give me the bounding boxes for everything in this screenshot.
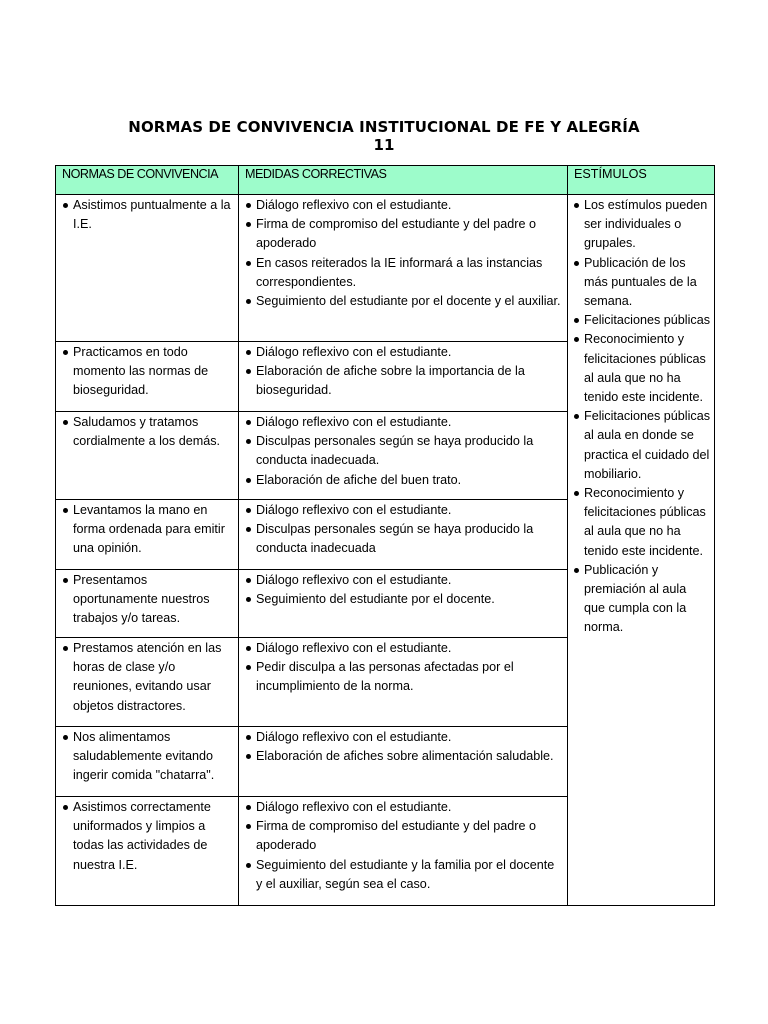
measures-cell [239, 570, 568, 638]
measures-cell [239, 638, 568, 727]
measure-item: Firma de compromiso del estudiante y del padre o apoderado [245, 817, 563, 855]
stimulus-item: Reconocimiento y felicitaciones públicas al aula que no ha tenido este incidente. [573, 330, 710, 407]
measure-item: Diálogo reflexivo con el estudiante. [245, 728, 563, 747]
norm-item: Presentamos oportunamente nuestros trabajos y/o tareas. [62, 571, 234, 629]
norm-cell [56, 797, 239, 906]
norm-cell [56, 195, 239, 342]
header-stimuli: ESTÍMULOS [568, 166, 715, 195]
document-title [0, 118, 768, 154]
measure-item: Diálogo reflexivo con el estudiante. [245, 798, 563, 817]
norm-item: Asistimos correctamente uniformados y limpios a todas las actividades de nuestra I.E. [62, 798, 234, 875]
stimulus-item: Felicitaciones públicas [573, 311, 710, 330]
measures-cell [239, 342, 568, 412]
stimulus-item: Publicación y premiación al aula que cumpla con la norma. [573, 561, 710, 638]
measure-item: Pedir disculpa a las personas afectadas por el incumplimiento de la norma. [245, 658, 563, 696]
stimulus-item: Publicación de los más puntuales de la semana. [573, 254, 710, 312]
measures-cell [239, 500, 568, 570]
measure-item: Elaboración de afiche del buen trato. [245, 471, 563, 490]
title-line-1: NORMAS DE CONVIVENCIA INSTITUCIONAL DE FE Y ALEGRÍA [128, 118, 640, 136]
norm-item: Practicamos en todo momento las normas de bioseguridad. [62, 343, 234, 401]
measures-cell [239, 727, 568, 797]
conduct-norms-table [55, 165, 715, 906]
norm-cell [56, 342, 239, 412]
measure-item: Diálogo reflexivo con el estudiante. [245, 571, 563, 590]
measures-cell [239, 412, 568, 500]
measure-item: Diálogo reflexivo con el estudiante. [245, 639, 563, 658]
measure-item: Seguimiento del estudiante por el docente y el auxiliar. [245, 292, 563, 311]
table-header-row [56, 166, 715, 195]
norm-cell [56, 500, 239, 570]
stimulus-item: Felicitaciones públicas al aula en donde se practica el cuidado del mobiliario. [573, 407, 710, 484]
measure-item: Firma de compromiso del estudiante y del padre o apoderado [245, 215, 563, 253]
norm-item: Prestamos atención en las horas de clase y/o reuniones, evitando usar objetos distractores. [62, 639, 234, 716]
measure-item: Diálogo reflexivo con el estudiante. [245, 196, 563, 215]
measure-item: Disculpas personales según se haya producido la conducta inadecuada [245, 520, 563, 558]
measure-item: En casos reiterados la IE informará a las instancias correspondientes. [245, 254, 563, 292]
norm-item: Levantamos la mano en forma ordenada para emitir una opinión. [62, 501, 234, 559]
stimulus-item: Reconocimiento y felicitaciones públicas al aula que no ha tenido este incidente. [573, 484, 710, 561]
measure-item: Disculpas personales según se haya producido la conducta inadecuada. [245, 432, 563, 470]
measures-cell [239, 797, 568, 906]
measure-item: Diálogo reflexivo con el estudiante. [245, 501, 563, 520]
measures-cell [239, 195, 568, 342]
measure-item: Elaboración de afiche sobre la importancia de la bioseguridad. [245, 362, 563, 400]
header-measures: MEDIDAS CORRECTIVAS [239, 166, 568, 195]
table-row [56, 195, 715, 342]
measure-item: Diálogo reflexivo con el estudiante. [245, 413, 563, 432]
norm-cell [56, 570, 239, 638]
stimulus-item: Los estímulos pueden ser individuales o grupales. [573, 196, 710, 254]
norm-item: Asistimos puntualmente a la I.E. [62, 196, 234, 234]
norm-cell [56, 638, 239, 727]
norm-item: Nos alimentamos saludablemente evitando ingerir comida "chatarra". [62, 728, 234, 786]
title-line-2: 11 [373, 136, 395, 154]
measure-item: Diálogo reflexivo con el estudiante. [245, 343, 563, 362]
measure-item: Seguimiento del estudiante por el docente. [245, 590, 563, 609]
norm-cell [56, 727, 239, 797]
header-norms: NORMAS DE CONVIVENCIA [56, 166, 239, 195]
stimuli-cell [568, 195, 715, 906]
measure-item: Seguimiento del estudiante y la familia por el docente y el auxiliar, según sea el caso. [245, 856, 563, 894]
measure-item: Elaboración de afiches sobre alimentación saludable. [245, 747, 563, 766]
norm-item: Saludamos y tratamos cordialmente a los demás. [62, 413, 234, 451]
norm-cell [56, 412, 239, 500]
